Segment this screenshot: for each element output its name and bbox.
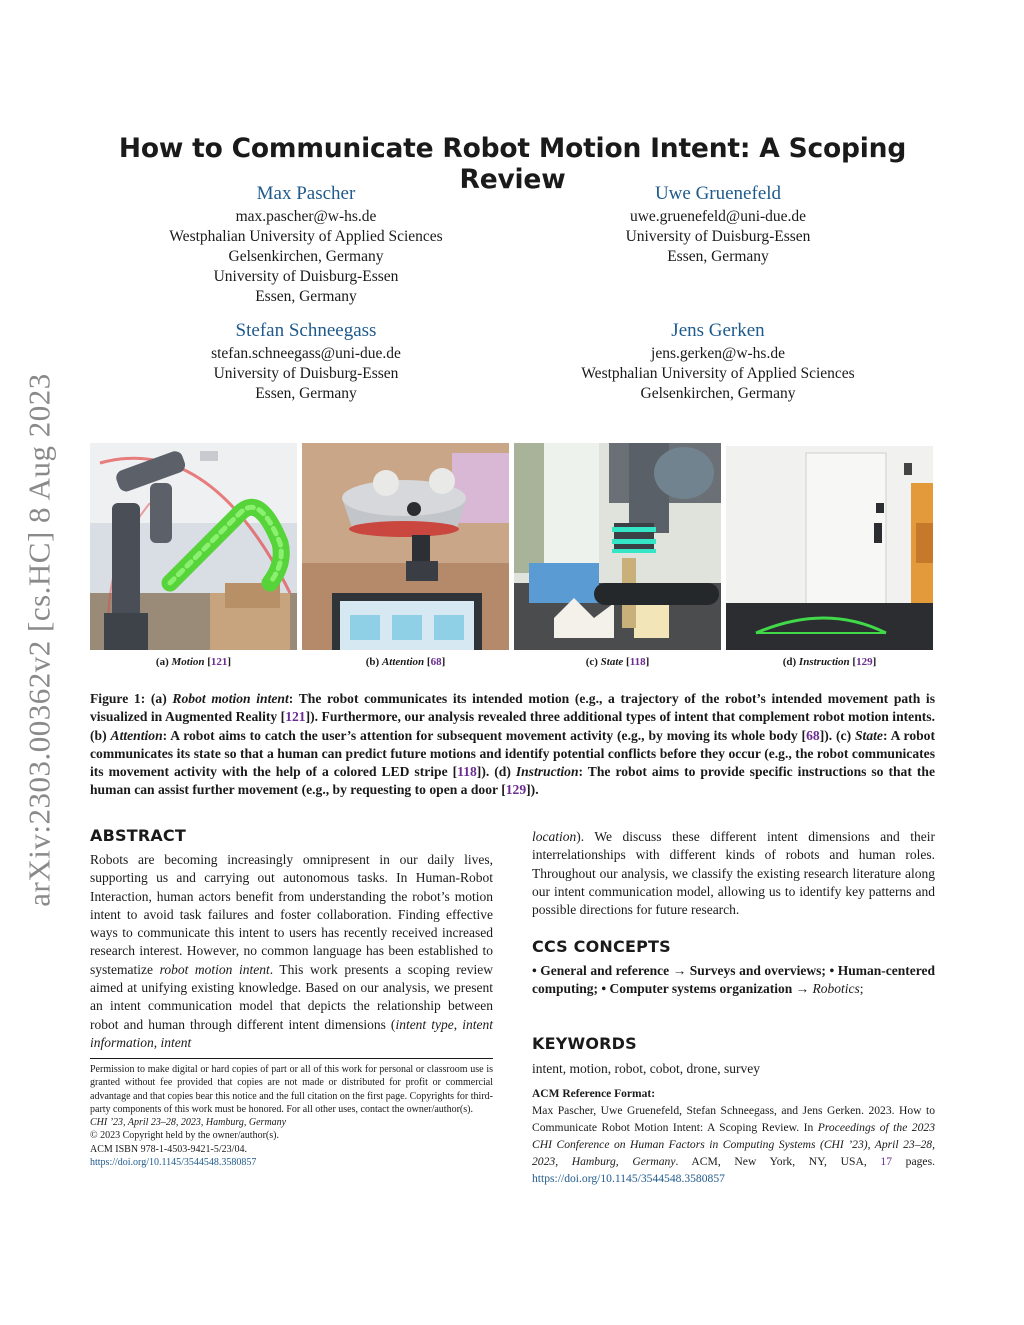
figure-state-image: [514, 443, 721, 650]
author-affiliation: Westphalian University of Applied Sciences: [581, 365, 855, 382]
figure-motion-image: [90, 443, 297, 650]
citation-link[interactable]: 129: [856, 656, 873, 668]
author-email: max.pascher@w-hs.de: [235, 208, 377, 225]
figure-attention-image: [302, 443, 509, 650]
copyright-line: © 2023 Copyright held by the owner/author(s).: [90, 1130, 279, 1142]
author-block: [518, 182, 918, 267]
author-name[interactable]: Stefan Schneegass: [235, 320, 377, 341]
abstract-continued-text: location). We discuss these different intent dimensions and their interrelationships with different kinds of robots and human roles. Throughout our analysis, we classify the existing research literature along our intent communication model, allowing us to identify key patterns and possible directions for future research.: [532, 829, 935, 918]
author-location: Essen, Germany: [667, 248, 769, 265]
author-email: jens.gerken@w-hs.de: [651, 345, 785, 362]
footnote-divider: [90, 1058, 493, 1059]
figure-instruction-image: [726, 443, 933, 650]
subfigure-caption-motion: (a) Motion [121]: [155, 656, 232, 668]
venue-line: CHI ’23, April 23–28, 2023, Hamburg, Germany: [90, 1117, 287, 1129]
citation-link[interactable]: 68: [806, 727, 820, 743]
acm-reference-heading: ACM Reference Format:: [532, 1088, 656, 1100]
doi-link[interactable]: https://doi.org/10.1145/3544548.3580857: [90, 1157, 257, 1169]
author-name[interactable]: Max Pascher: [256, 183, 356, 204]
keywords-heading: KEYWORDS: [532, 1034, 637, 1053]
author-block: [106, 182, 506, 307]
abstract-text: Robots are becoming increasingly omnipresent in our daily lives, supporting us and carrying out autonomous tasks. In Human-Robot Interaction, human actors benefit from understanding the robot’s motion intent to avoid task failures and foster collaboration. Finding effective ways to communicate this intent to users has recently received increased research interest. However, no common language has been established to systematize robot motion intent. This work presents a scoping review aimed at unifying existing knowledge. Based on our analysis, we present an intent communication model that depicts the relationship between robot and human through different intent dimensions (intent type, intent information, intent: [90, 852, 494, 1050]
author-block: [518, 319, 918, 404]
permission-notice: [90, 1063, 493, 1169]
citation-link[interactable]: 118: [629, 656, 646, 668]
citation-link[interactable]: 121: [285, 709, 306, 725]
abstract-heading: ABSTRACT: [90, 826, 186, 845]
author-name[interactable]: Uwe Gruenefeld: [654, 183, 782, 204]
isbn-line: ACM ISBN 978-1-4503-9421-5/23/04.: [90, 1143, 247, 1155]
keywords-text: intent, motion, robot, cobot, drone, survey: [532, 1061, 760, 1076]
citation-link[interactable]: 68: [430, 656, 442, 668]
subfigure-caption-state: (c) State [118]: [585, 656, 650, 668]
author-block: [106, 319, 506, 404]
author-email: stefan.schneegass@uni-due.de: [211, 345, 401, 362]
author-affiliation: University of Duisburg-Essen: [213, 365, 399, 382]
author-location: Gelsenkirchen, Germany: [640, 385, 796, 402]
ccs-concepts-text: • General and reference → Surveys and overviews; • Human-centered computing; • Computer systems organization → Robotics;: [532, 963, 935, 997]
acm-reference-text: Max Pascher, Uwe Gruenefeld, Stefan Schneegass, and Jens Gerken. 2023. How to Communicate Robot Motion Intent: A Scoping Review. In Proceedings of the 2023 CHI Conference on Human Factors in Computing Systems (CHI ’23), April 23–28, 2023, Hamburg, Germany. ACM, New York, NY, USA, 17 pages. https://doi.org/10.1145/3544548.3580857: [532, 1104, 935, 1185]
citation-link[interactable]: 118: [457, 764, 477, 780]
ccs-concepts-heading: CCS CONCEPTS: [532, 937, 671, 956]
citation-link[interactable]: 121: [210, 656, 228, 668]
author-affiliation: Westphalian University of Applied Sciences: [169, 228, 443, 245]
subfigure-caption-attention: (b) Attention [68]: [365, 656, 446, 668]
paper-title: How to Communicate Robot Motion Intent: A Scoping Review: [118, 133, 907, 195]
permission-text: Permission to make digital or hard copies of part or all of this work for personal or classroom use is granted without fee provided that copies are not made or distributed for profit or commercial advantage and that copies bear this notice and the full citation on the first page. Copyrights for third-party components of this work must be honored. For all other uses, contact the owner/author(s).: [90, 1064, 493, 1115]
subfigure-caption-instruction: (d) Instruction [129]: [782, 656, 877, 668]
author-affiliation: University of Duisburg-Essen: [625, 228, 811, 245]
author-location: Essen, Germany: [255, 385, 357, 402]
author-affiliation: University of Duisburg-Essen: [213, 268, 399, 285]
author-email: uwe.gruenefeld@uni-due.de: [629, 208, 807, 225]
figure-caption: Figure 1: (a) Robot motion intent: The robot communicates its intended motion (e.g., a trajectory of the robot’s intended movement path is visualized in Augmented Reality [121]). Furthermore, our analysis revealed three additional types of intent that complement robot motion intents. (b) Attention: A robot aims to catch the user’s attention for subsequent movement activity (e.g., by moving its whole body [68]). (c) State: A robot communicates its state so that a human can predict future motions and identify potential conflicts before they occur (e.g., the robot communicates its movement activity with the help of a colored LED stripe [118]). (d) Instruction: The robot aims to provide specific instructions so that the human can assist further movement (e.g., by requesting to open a door [129]).: [90, 691, 936, 798]
page-count-link[interactable]: 17: [880, 1154, 892, 1168]
citation-link[interactable]: 129: [505, 782, 527, 798]
author-location: Gelsenkirchen, Germany: [228, 248, 384, 265]
doi-link[interactable]: https://doi.org/10.1145/3544548.3580857: [532, 1171, 725, 1185]
teaser-figure: [90, 443, 935, 651]
author-location: Essen, Germany: [255, 288, 357, 305]
author-name[interactable]: Jens Gerken: [671, 320, 765, 341]
arxiv-identifier: arXiv:2303.00362v2 [cs.HC] 8 Aug 2023: [22, 373, 57, 907]
